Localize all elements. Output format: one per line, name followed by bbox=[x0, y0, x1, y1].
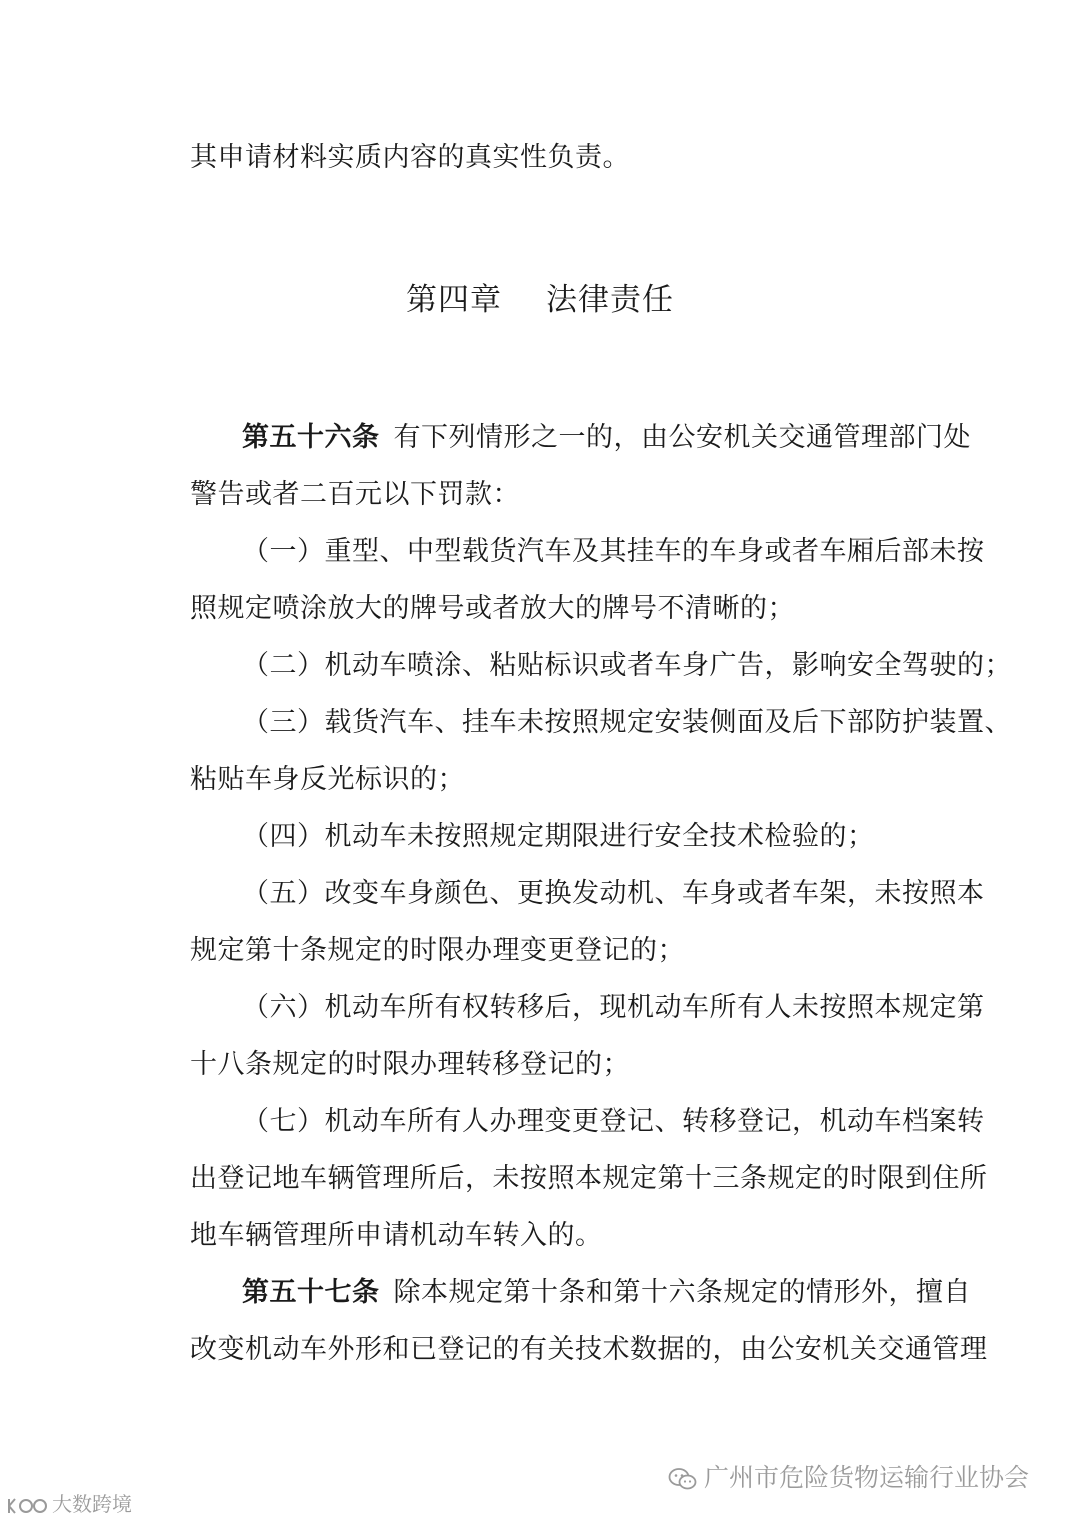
chapter-title: 法律责任 bbox=[546, 282, 674, 318]
article-56-text-line2: 警告或者二百元以下罚款： bbox=[190, 479, 520, 510]
chapter-heading bbox=[0, 280, 1080, 320]
item-5-line1: （五）改变车身颜色、更换发动机、车身或者车架，未按照本 bbox=[242, 878, 985, 909]
item-4-line1: （四）机动车未按照规定期限进行安全技术检验的； bbox=[242, 821, 875, 852]
item-3-line1: （三）载货汽车、挂车未按照规定安装侧面及后下部防护装置、 bbox=[242, 707, 1012, 738]
article-56-first-line bbox=[242, 421, 971, 455]
item-1-line2: 照规定喷涂放大的牌号或者放大的牌号不清晰的； bbox=[190, 593, 795, 624]
article-57-text-line2: 改变机动车外形和已登记的有关技术数据的，由公安机关交通管理 bbox=[190, 1334, 988, 1365]
logo-icon bbox=[6, 1495, 50, 1517]
brand-watermark bbox=[6, 1491, 132, 1517]
item-7-line1: （七）机动车所有人办理变更登记、转移登记，机动车档案转 bbox=[242, 1106, 985, 1137]
item-7-line2: 出登记地车辆管理所后，未按照本规定第十三条规定的时限到住所 bbox=[190, 1163, 988, 1194]
item-6-line1: （六）机动车所有权转移后，现机动车所有人未按照本规定第 bbox=[242, 992, 985, 1023]
article-56-label: 第五十六条 bbox=[242, 422, 380, 453]
chapter-number: 第四章 bbox=[406, 282, 502, 318]
item-7-line3: 地车辆管理所申请机动车转入的。 bbox=[190, 1220, 603, 1251]
continuation-text: 其申请材料实质内容的真实性负责。 bbox=[190, 142, 630, 173]
wechat-watermark bbox=[668, 1462, 1029, 1494]
wechat-watermark-text: 广州市危险货物运输行业协会 bbox=[704, 1463, 1030, 1492]
wechat-icon bbox=[668, 1466, 698, 1492]
article-57-first-line bbox=[242, 1276, 971, 1310]
brand-watermark-text: 大数跨境 bbox=[52, 1492, 132, 1516]
item-1-line1: （一）重型、中型载货汽车及其挂车的车身或者车厢后部未按 bbox=[242, 536, 985, 567]
item-3-line2: 粘贴车身反光标识的； bbox=[190, 764, 465, 795]
article-56-text: 有下列情形之一的，由公安机关交通管理部门处 bbox=[393, 422, 971, 453]
article-57-label: 第五十七条 bbox=[242, 1277, 380, 1308]
item-2-line1: （二）机动车喷涂、粘贴标识或者车身广告，影响安全驾驶的； bbox=[242, 650, 1012, 681]
item-6-line2: 十八条规定的时限办理转移登记的； bbox=[190, 1049, 630, 1080]
article-57-text: 除本规定第十条和第十六条规定的情形外，擅自 bbox=[393, 1277, 971, 1308]
item-5-line2: 规定第十条规定的时限办理变更登记的； bbox=[190, 935, 685, 966]
